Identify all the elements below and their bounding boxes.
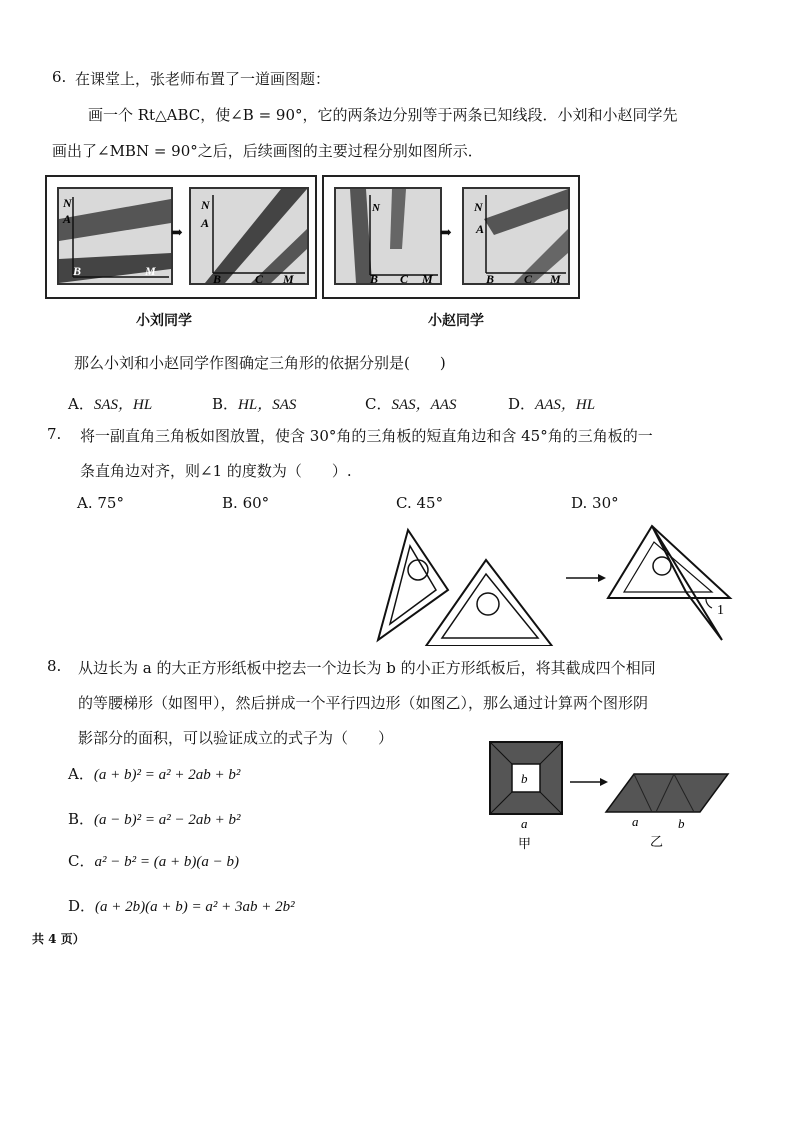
q7-option-b[interactable] [222,494,269,512]
label-M: M [145,264,156,278]
arrow-icon: ➡ [440,225,452,241]
q6-intro: 在课堂上，张老师布置了一道画图题： [75,70,331,88]
q6-statement-line1: 画一个 Rt△ABC，使∠B = 90°，它的两条边分别等于两条已知线段．小刘和小赵同学先 [88,106,678,124]
option-key: A． [68,765,94,783]
arrow-icon: ➡ [171,225,183,241]
q7-figure [376,522,756,646]
option-formula: (a + b)² = a² + 2ab + b² [93,767,241,783]
option-formula: (a − b)² = a² − 2ab + b² [94,812,241,828]
xiaoliu-photo-1 [57,187,173,285]
q6-option-a[interactable] [68,393,152,414]
q8-figure [484,738,736,856]
q8-option-d[interactable] [68,895,295,916]
option-text: AAS，HL [535,397,596,413]
option-text: HL，SAS [238,397,297,413]
label-C: C [524,272,533,283]
label-A: A [476,222,485,236]
q7-option-d[interactable] [571,494,619,512]
q6-figure-xiaoliu [45,175,317,299]
q7-option-a[interactable] [77,494,124,512]
label-M: M [283,272,294,283]
q6-figure-xiaozhao [322,175,580,299]
q6-number: 6. [52,68,67,86]
label-C: C [400,272,409,283]
q6-option-d[interactable] [508,393,595,414]
q8-statement-line2: 的等腰梯形（如图甲），然后拼成一个平行四边形（如图乙），那么通过计算两个图形阴 [78,694,649,712]
label-a: a [632,814,639,829]
combined-30-plate [652,526,722,640]
label-N: N [372,202,380,214]
label-a: a [521,816,528,831]
xiaozhao-photo-1 [334,187,442,285]
label-B: B [370,272,379,283]
circle-hole-icon [653,557,671,575]
option-text: 45° [416,494,444,512]
label-B: B [213,272,222,283]
angle-1-label: 1 [717,603,724,618]
option-key: B． [212,395,239,413]
option-formula: (a + 2b)(a + b) = a² + 3ab + 2b² [95,899,295,915]
q7-option-c[interactable] [396,494,443,512]
label-b: b [521,771,528,786]
option-key: D． [508,395,536,413]
option-text: 30° [592,494,619,512]
option-key: C． [68,852,95,870]
label-N: N [201,198,210,212]
option-key: C. [396,494,412,512]
q8-option-c[interactable] [68,850,239,871]
parallelogram [606,774,728,812]
option-text: 75° [97,494,124,512]
option-key: D． [68,897,96,915]
label-yi: 乙 [650,834,664,849]
option-key: C． [365,395,392,413]
option-key: A． [68,395,94,413]
label-b: b [678,816,685,831]
circle-hole-icon [477,593,499,615]
option-key: B. [222,494,238,512]
label-N: N [474,200,483,214]
option-text: SAS，HL [93,397,153,413]
label-B: B [486,272,495,283]
q6-option-b[interactable] [212,393,296,414]
q7-statement-line1: 将一副直角三角板如图放置，使含 30°角的三角板的短直角边和含 45°角的三角板的一 [80,427,653,445]
q8-option-a[interactable] [68,763,240,784]
q8-number: 8. [47,657,62,675]
label-N: N [63,196,72,210]
label-jia: 甲 [518,836,532,851]
xiaozhao-photo-2 [462,187,570,285]
option-text: SAS，AAS [391,397,457,413]
option-formula: a² − b² = (a + b)(a − b) [94,854,239,870]
q7-number: 7. [47,425,62,443]
q8-option-b[interactable] [68,808,241,829]
q8-statement-line1: 从边长为 a 的大正方形纸板中挖去一个边长为 b 的小正方形纸板后，将其截成四个相同 [78,659,656,677]
option-key: D. [571,494,588,512]
label-M: M [422,272,433,283]
label-C: C [255,272,264,283]
option-key: A. [77,494,93,512]
label-B: B [73,264,82,278]
q6-statement-line2: 画出了∠MBN = 90°之后，后续画图的主要过程分别如图所示． [52,142,483,160]
q6-option-c[interactable] [365,393,456,414]
option-text: 60° [242,494,270,512]
caption-xiaoliu: 小刘同学 [136,313,192,329]
page-footer: 共 4 页） [32,932,85,946]
option-key: B． [68,810,95,828]
label-A: A [63,212,72,226]
xiaoliu-photo-2 [189,187,309,285]
label-M: M [550,272,561,283]
q7-statement-line2: 条直角边对齐，则∠1 的度数为（ ）. [80,462,352,480]
caption-xiaozhao: 小赵同学 [428,313,484,329]
q6-question: 那么小刘和小赵同学作图确定三角形的依据分别是( ) [74,354,446,372]
triangle-30-plate [378,530,448,640]
q8-statement-line3: 影部分的面积，可以验证成立的式子为（ ） [78,729,394,747]
label-A: A [201,216,210,230]
